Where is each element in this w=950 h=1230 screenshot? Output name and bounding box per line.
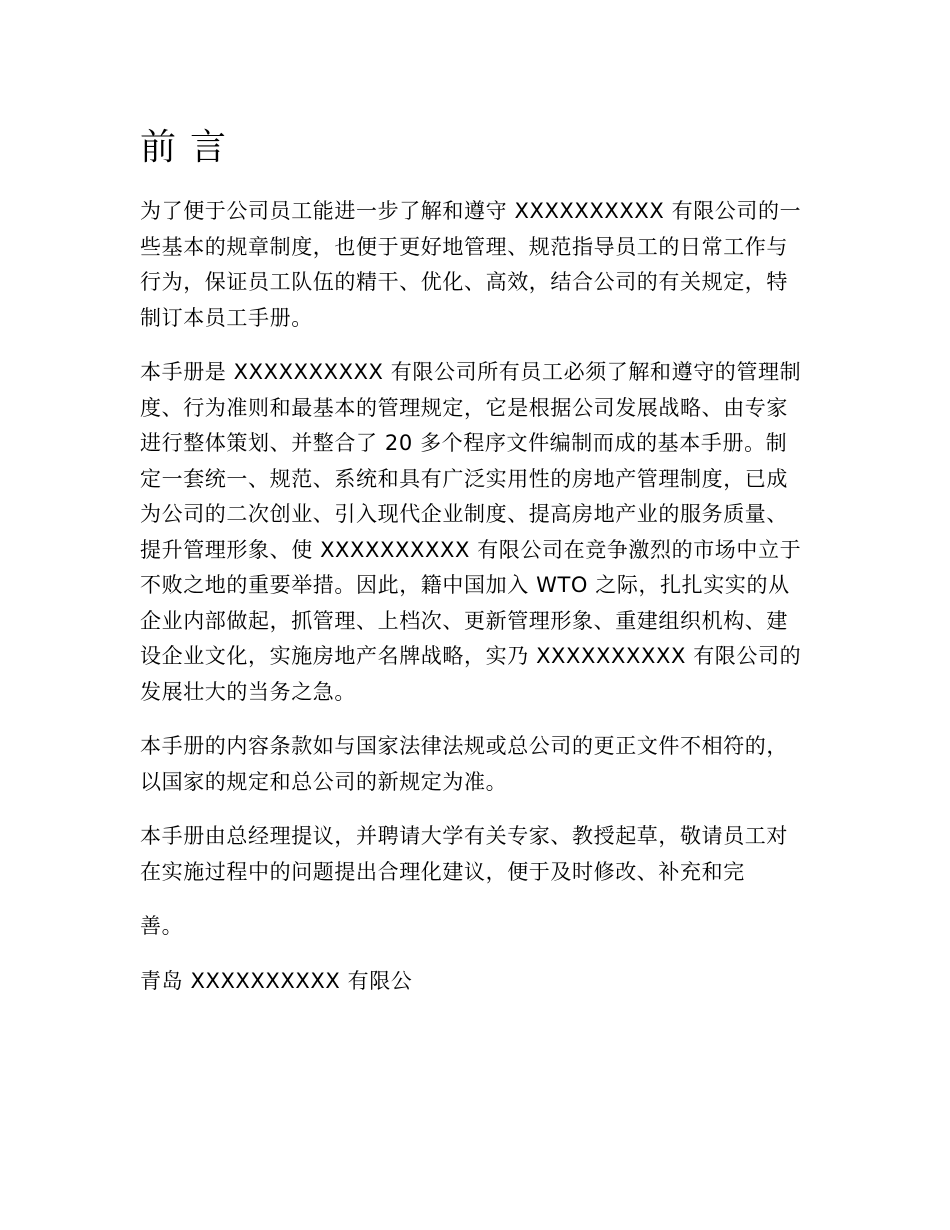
paragraph-continuation: 善。 <box>140 914 184 938</box>
paragraph-manual-purpose: 本手册是 XXXXXXXXXX 有限公司所有员工必须了解和遵守的管理制度、行为准则和最基本的管理规定，它是根据公司发展战略、由专家进行整体策划、并整合了 20 多个程序文件编制而成的基本手册。制定一套统一、规范、系统和具有广泛实用性的房地产管理制度，已成为公司的二次创业、引入现代企业制度、提高房地产业的服务质量、提升管理形象、使 XXXXXXXXXX 有限公司在竞争激烈的市场中立于不败之地的重要举措。因此，籍中国加入 WTO 之际，扎扎实实的从企业内部做起，抓管理、上档次、更新管理形象、重建组织机构、建设企业文化，实施房地产名牌战略，实乃 XXXXXXXXXX 有限公司的发展壮大的当务之急。 <box>140 360 802 704</box>
paragraph-drafting: 本手册由总经理提议，并聘请大学有关专家、教授起草，敬请员工对在实施过程中的问题提出合理化建议，便于及时修改、补充和完 <box>140 824 788 884</box>
document-body <box>140 124 808 1018</box>
paragraph-precedence: 本手册的内容条款如与国家法律法规或总公司的更正文件不相符的，以国家的规定和总公司的新规定为准。 <box>140 734 788 794</box>
page-title: 前言 <box>140 127 241 168</box>
company-signature: 青岛 XXXXXXXXXX 有限公 <box>140 968 413 993</box>
paragraph-intro: 为了便于公司员工能进一步了解和遵守 XXXXXXXXXX 有限公司的一些基本的规章制度，也便于更好地管理、规范指导员工的日常工作与行为，保证员工队伍的精干、优化、高效，结合公司的有关规定，特制订本员工手册。 <box>140 199 802 330</box>
